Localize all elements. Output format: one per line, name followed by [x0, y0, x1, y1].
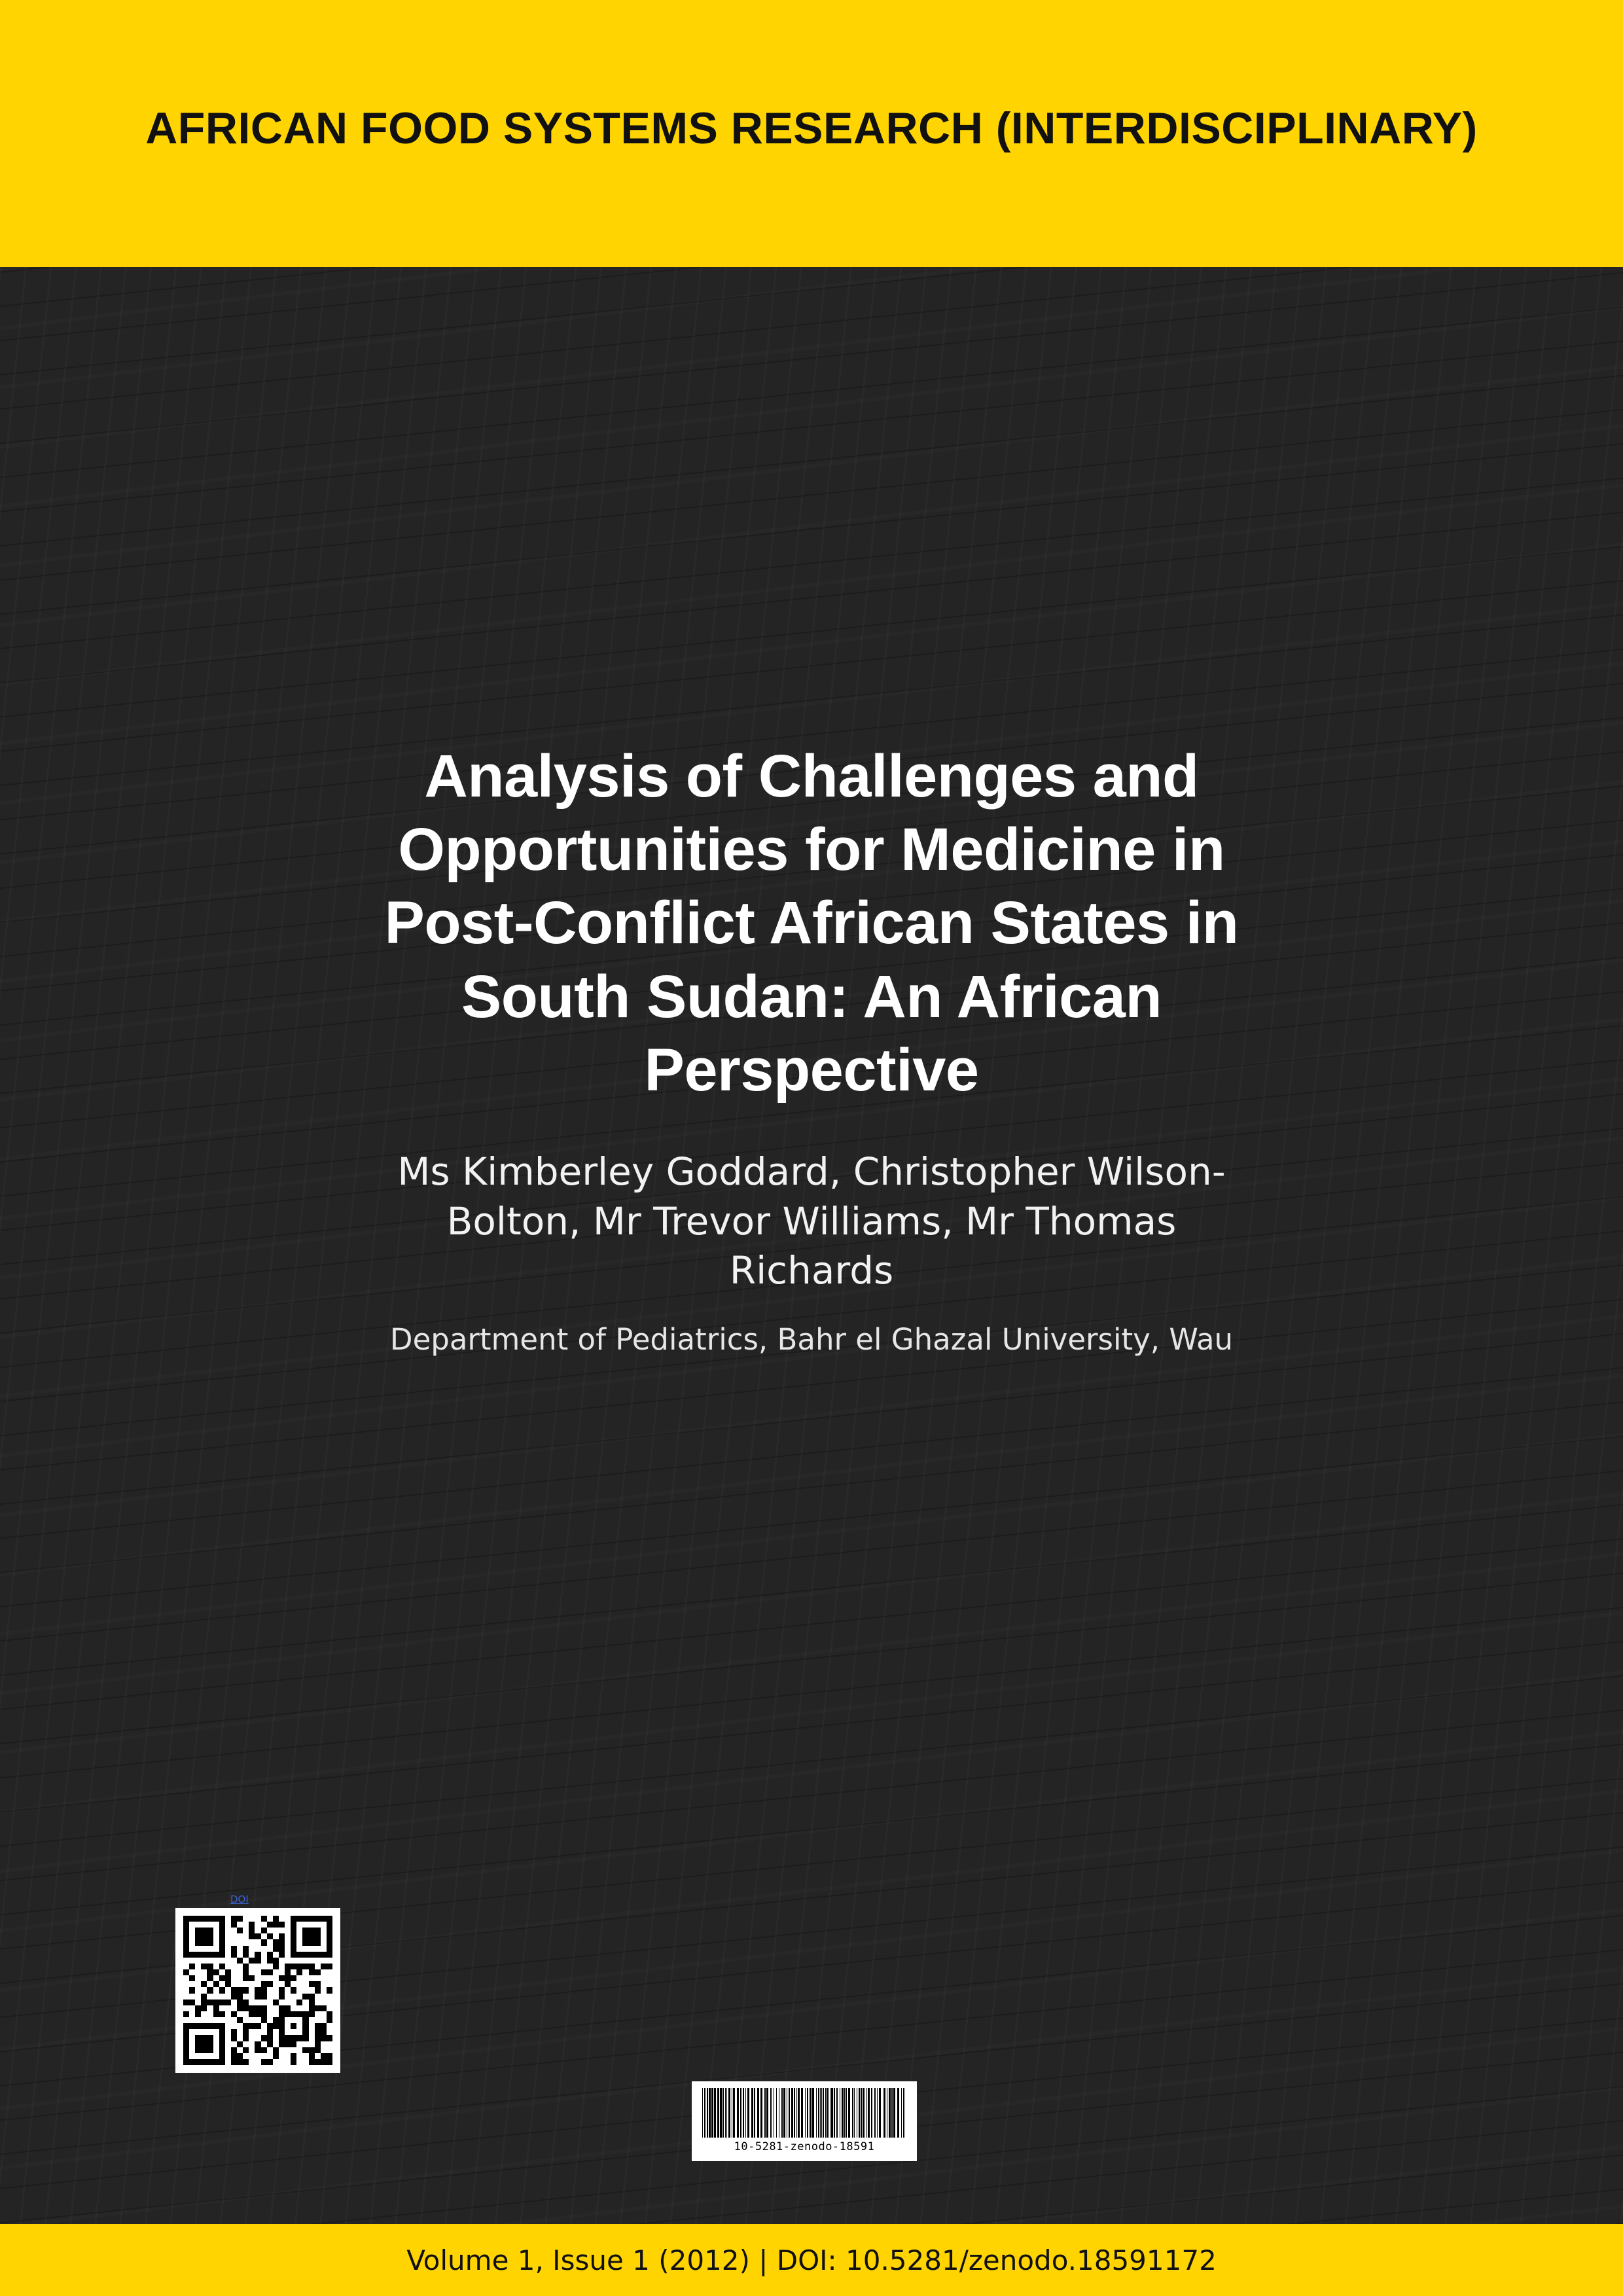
qr-caption-link[interactable]: DOI — [230, 1893, 249, 1905]
footer-citation: Volume 1, Issue 1 (2012) | DOI: 10.5281/zenodo.18591172 — [406, 2244, 1217, 2276]
qr-code-matrix — [183, 1916, 332, 2065]
barcode — [692, 2081, 917, 2161]
page-title: Analysis of Challenges and Opportunities for Medicine in Post-Conflict African States in South Sudan: An African Perspective — [384, 743, 1239, 1103]
qr-code[interactable] — [175, 1908, 340, 2073]
journal-title: AFRICAN FOOD SYSTEMS RESEARCH (INTERDISCIPLINARY) — [145, 103, 1478, 153]
barcode-bars — [702, 2088, 906, 2138]
journal-banner — [0, 0, 1623, 267]
cover-content — [347, 740, 1276, 1360]
author-list: Ms Kimberley Goddard, Christopher Wilson-Bolton, Mr Trevor Williams, Mr Thomas Richards — [397, 1149, 1226, 1293]
footer-banner — [0, 2224, 1623, 2296]
barcode-label: 10-5281-zenodo-18591 — [734, 2140, 875, 2153]
affiliation: Department of Pediatrics, Bahr el Ghazal University, Wau — [389, 1322, 1234, 1357]
